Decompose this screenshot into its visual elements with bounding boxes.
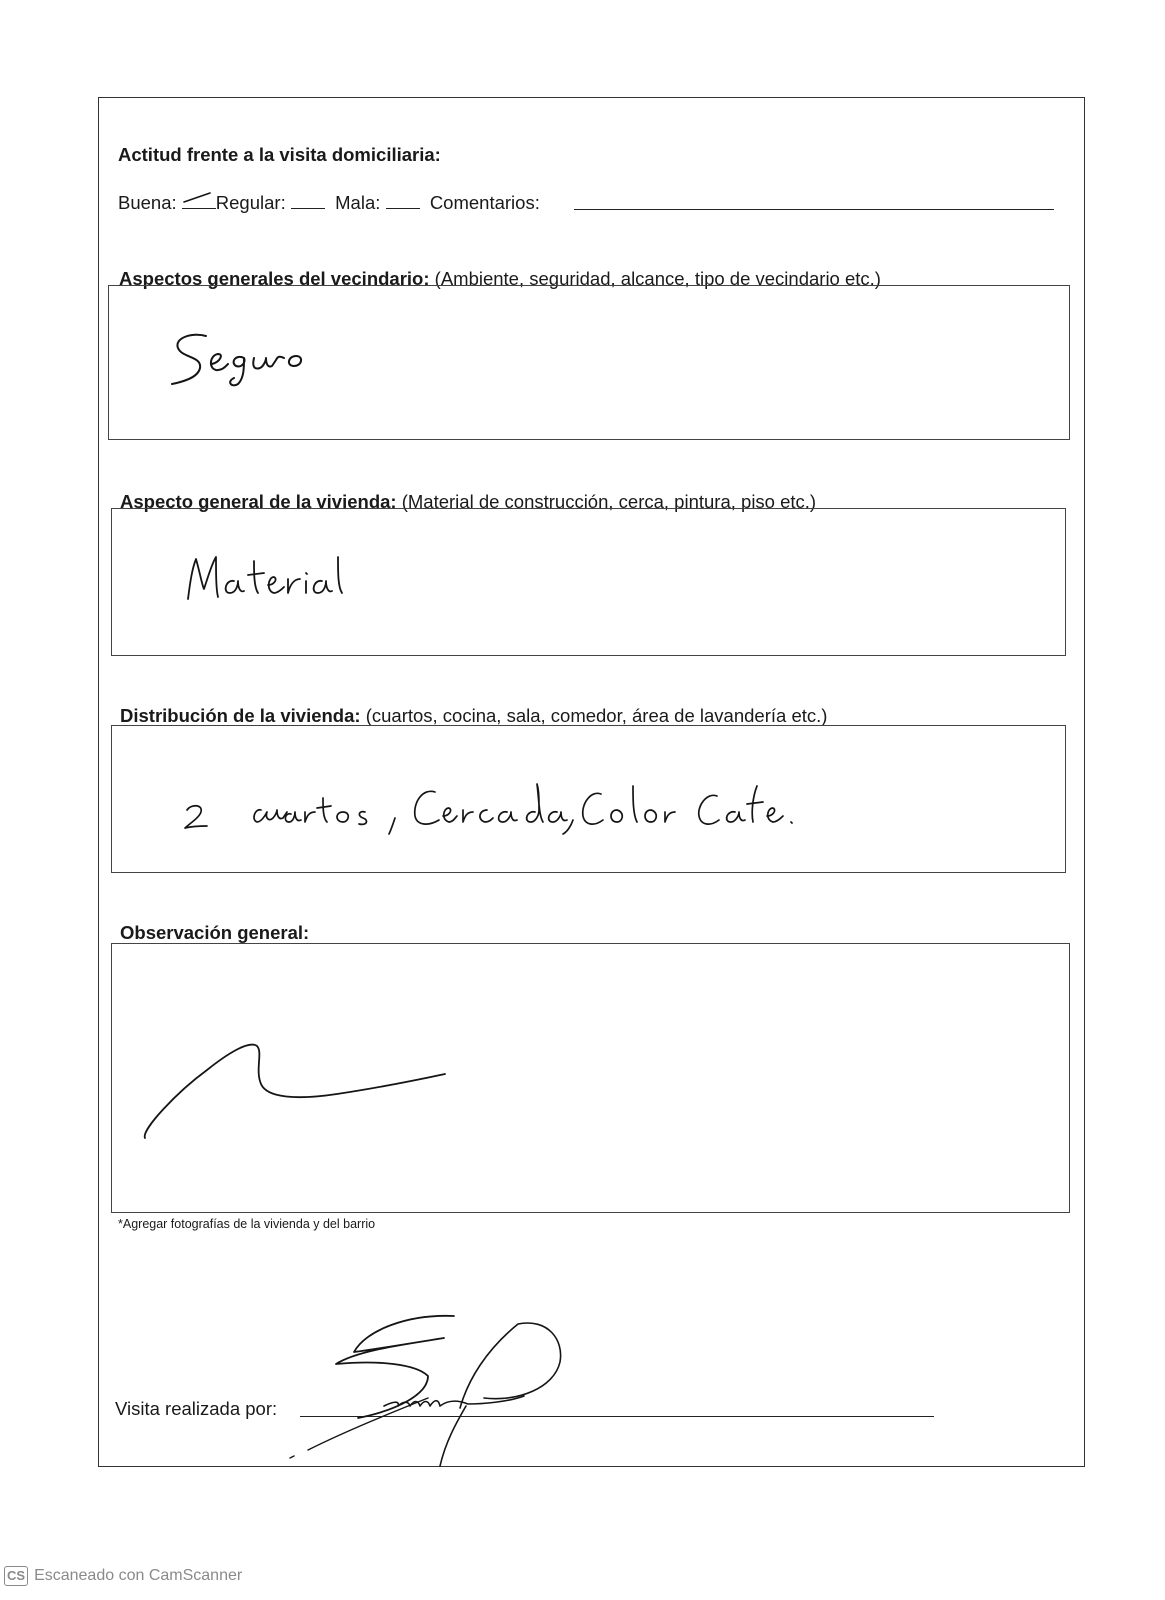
bad-blank: [386, 194, 420, 209]
observation-box: [111, 943, 1070, 1213]
check-stroke-icon: [180, 188, 220, 208]
attitude-title: Actitud frente a la visita domiciliaria:: [118, 144, 441, 165]
signature-image: [288, 1310, 588, 1480]
distribution-box: [111, 725, 1066, 873]
housing-aspect-box: [111, 508, 1066, 656]
distribution-hint: (cuartos, cocina, sala, comedor, área de lavandería etc.): [365, 705, 828, 726]
comments-line: [574, 209, 1054, 210]
camscanner-logo: CS: [4, 1566, 28, 1586]
neighborhood-answer: [164, 324, 339, 394]
distribution-answer: [177, 776, 817, 836]
distribution-title: Distribución de la vivienda:: [120, 705, 361, 726]
bad-label: Mala:: [335, 192, 381, 213]
housing-aspect-hint: (Material de construcción, cerca, pintura, piso etc.): [401, 491, 817, 512]
comments-label: Comentarios:: [429, 192, 540, 213]
neighborhood-title: Aspectos generales del vecindario:: [119, 268, 430, 289]
visit-label: Visita realizada por:: [115, 1398, 278, 1419]
housing-aspect-answer: [182, 549, 352, 609]
attitude-row: [118, 192, 540, 214]
neighborhood-box: [108, 285, 1070, 440]
observation-title: Observación general:: [120, 922, 310, 943]
regular-label: Regular:: [215, 192, 286, 213]
neighborhood-hint: (Ambiente, seguridad, alcance, tipo de vecindario etc.): [434, 268, 881, 289]
distribution-heading: [120, 705, 827, 727]
observation-scribble: [137, 1034, 457, 1154]
observation-heading: [120, 922, 309, 944]
watermark-text: Escaneado con CamScanner: [34, 1567, 243, 1584]
housing-aspect-title: Aspecto general de la vivienda:: [120, 491, 397, 512]
good-check-mark: [182, 194, 216, 209]
camscanner-watermark: [4, 1566, 242, 1586]
photo-footnote: *Agregar fotografías de la vivienda y del barrio: [118, 1217, 376, 1231]
good-label: Buena:: [118, 192, 177, 213]
regular-blank: [291, 194, 325, 209]
